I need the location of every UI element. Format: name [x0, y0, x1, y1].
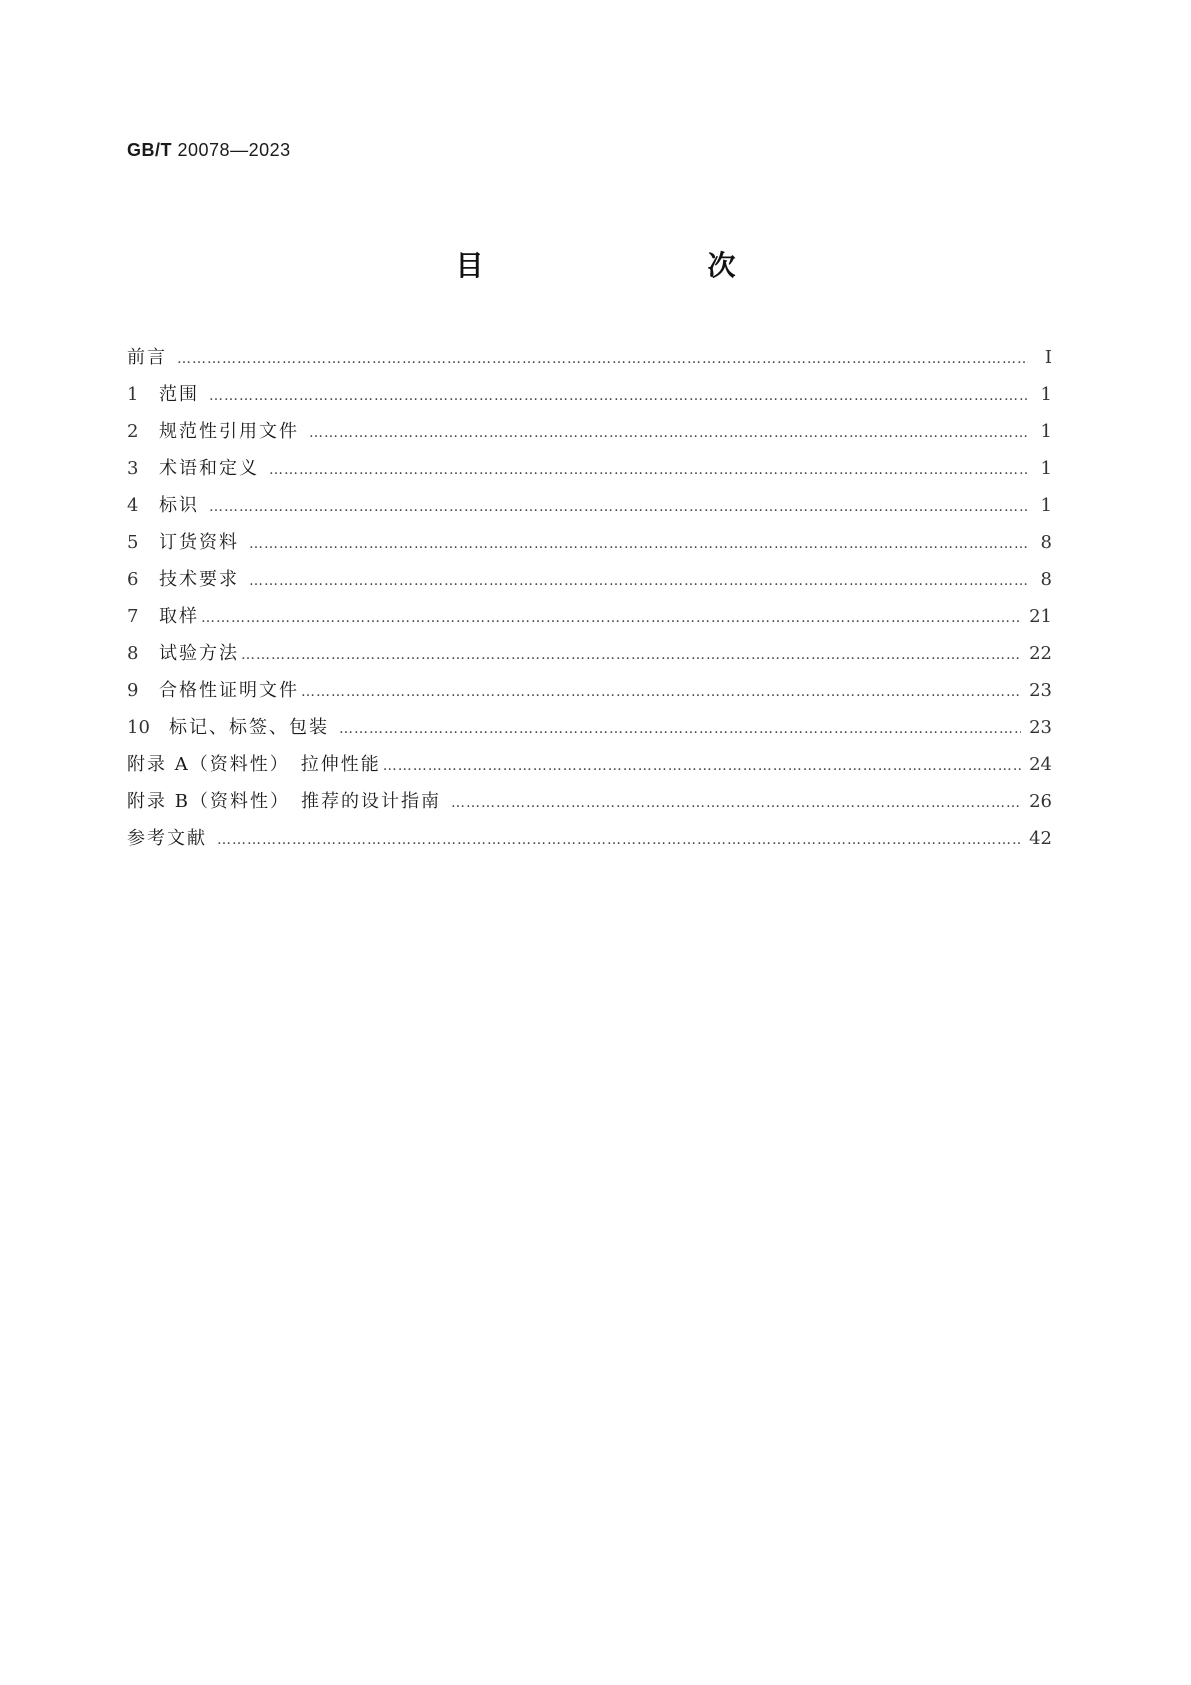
toc-entry-label: 试验方法 [159, 643, 239, 664]
dot-leader [209, 489, 1028, 526]
toc-entry-label: 参考文献 [127, 828, 207, 849]
toc-entry-number: 3 [127, 458, 139, 479]
toc-entry-page: 26 [1029, 791, 1052, 812]
toc-entry-number: 8 [127, 643, 139, 664]
toc-entry-page: 23 [1029, 717, 1052, 738]
toc-entry-1[interactable] [127, 376, 1052, 413]
toc-entry-number: 1 [127, 384, 139, 405]
toc-entry-page: 1 [1040, 495, 1052, 516]
toc-title: 目 次 [455, 249, 792, 282]
toc-entry-appendix-a[interactable] [127, 746, 1052, 783]
toc-entry-label: 订货资料 [159, 532, 239, 553]
toc-entry-label: 前言 [127, 347, 167, 368]
toc-entry-8[interactable] [127, 635, 1052, 672]
toc-entry-number: 10 [127, 717, 150, 738]
toc-entry-6[interactable] [127, 561, 1052, 598]
dot-leader [309, 415, 1028, 452]
dot-leader [209, 378, 1028, 415]
toc-entry-4[interactable] [127, 487, 1052, 524]
toc-entry-label: 范围 [159, 384, 199, 405]
toc-entry-label: 附录 A（资料性） 拉伸性能 [127, 754, 381, 775]
toc-entry-number: 2 [127, 421, 139, 442]
standard-code-number: 20078—2023 [177, 140, 291, 160]
toc-entry-page: 1 [1040, 458, 1052, 479]
toc-entry-10[interactable] [127, 709, 1052, 746]
toc-entry-page: 24 [1029, 754, 1052, 775]
toc-entry-number: 9 [127, 680, 139, 701]
dot-leader [383, 748, 1021, 785]
toc-entry-number: 6 [127, 569, 139, 590]
toc-entry-page: 1 [1040, 384, 1052, 405]
toc-entry-page: 23 [1029, 680, 1052, 701]
toc-entry-page: 8 [1040, 569, 1052, 590]
dot-leader [451, 785, 1021, 822]
toc-entry-references[interactable] [127, 820, 1052, 857]
toc-entry-label: 术语和定义 [159, 458, 259, 479]
toc-entry-label: 附录 B（资料性） 推荐的设计指南 [127, 791, 441, 812]
dot-leader [249, 526, 1028, 563]
dot-leader [301, 674, 1021, 711]
toc-entry-label: 合格性证明文件 [159, 680, 299, 701]
toc-entry-5[interactable] [127, 524, 1052, 561]
toc-entry-label: 标记、标签、包装 [169, 717, 329, 738]
toc-entry-label: 取样 [159, 606, 199, 627]
toc-entry-page: 8 [1040, 532, 1052, 553]
toc-entry-page: 1 [1040, 421, 1052, 442]
dot-leader [177, 341, 1028, 378]
toc-entry-page: 21 [1029, 606, 1052, 627]
toc-entry-2[interactable] [127, 413, 1052, 450]
toc-entry-number: 5 [127, 532, 139, 553]
toc-entry-label: 技术要求 [159, 569, 239, 590]
dot-leader [217, 822, 1021, 859]
dot-leader [269, 452, 1028, 489]
toc-entry-appendix-b[interactable] [127, 783, 1052, 820]
dot-leader [249, 563, 1028, 600]
toc-entry-page: 22 [1029, 643, 1052, 664]
toc-entry-page: Ⅰ [1044, 347, 1052, 368]
dot-leader [201, 600, 1021, 637]
toc-entry-3[interactable] [127, 450, 1052, 487]
toc-entry-label: 规范性引用文件 [159, 421, 299, 442]
standard-code-prefix: GB/T [127, 140, 172, 160]
toc-entry-foreword[interactable] [127, 339, 1052, 376]
toc-entry-page: 42 [1029, 828, 1052, 849]
toc-entry-number: 7 [127, 606, 139, 627]
toc-entry-7[interactable] [127, 598, 1052, 635]
standard-code [127, 140, 291, 161]
toc-entry-9[interactable] [127, 672, 1052, 709]
toc-entry-number: 4 [127, 495, 139, 516]
toc-entry-label: 标识 [159, 495, 199, 516]
dot-leader [241, 637, 1021, 674]
dot-leader [339, 711, 1021, 748]
table-of-contents [127, 339, 1052, 857]
